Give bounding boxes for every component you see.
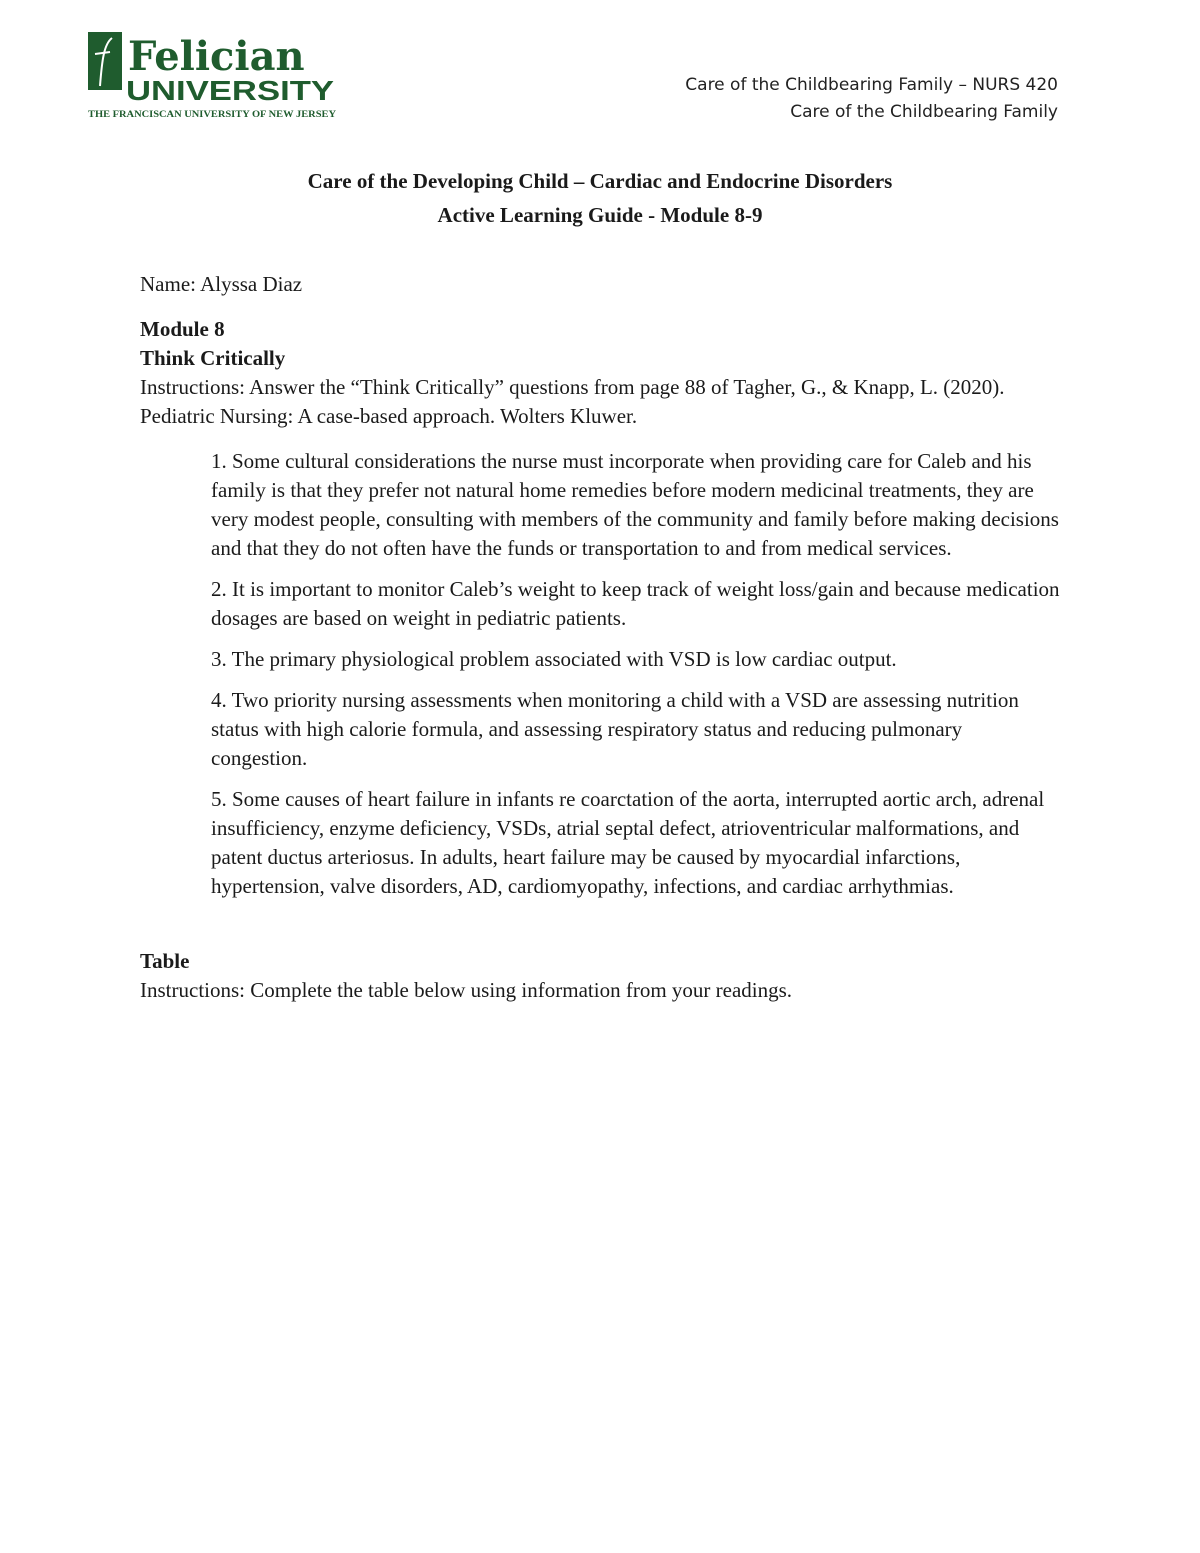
logo-tagline: THE FRANCISCAN UNIVERSITY OF NEW JERSEY xyxy=(88,110,337,120)
table-section xyxy=(140,947,1060,1005)
course-header-line-2: Care of the Childbearing Family xyxy=(790,102,1058,122)
document-body xyxy=(140,270,1060,1005)
answer-item-5: 5. Some causes of heart failure in infants re coarctation of the aorta, interrupted aortic arch, adrenal insufficiency, enzyme deficiency, VSDs, atrial septal defect, atrioventricular malformations, and patent ductus arteriosus. In adults, heart failure may be caused by myocardial infarctions, hypertension, valve disorders, AD, cardiomyopathy, infections, and cardiac arrhythmias. xyxy=(211,787,1045,898)
answer-item-2: 2. It is important to monitor Caleb’s weight to keep track of weight loss/gain and because medication dosages are based on weight in pediatric patients. xyxy=(211,577,1060,630)
document-title-line-1: Care of the Developing Child – Cardiac and Endocrine Disorders xyxy=(307,169,893,193)
think-critically-instructions: Instructions: Answer the “Think Critically” questions from page 88 of Tagher, G., & Knapp, L. (2020). Pediatric Nursing: A case-based approach. Wolters Kluwer. xyxy=(140,375,1005,428)
answers-list xyxy=(140,447,1060,901)
answer-item-4: 4. Two priority nursing assessments when monitoring a child with a VSD are assessing nutrition status with high calorie formula, and assessing respiratory status and reducing pulmonary congestion. xyxy=(211,688,1019,770)
table-heading: Table xyxy=(140,949,190,973)
logo-wordmark: Felician xyxy=(128,33,305,80)
table-instructions: Instructions: Complete the table below using information from your readings. xyxy=(140,978,793,1002)
logo-university: UNIVERSITY xyxy=(126,75,335,106)
think-critically-heading: Think Critically xyxy=(140,346,286,370)
document-title xyxy=(0,164,1200,232)
course-header xyxy=(685,72,1058,126)
answer-item-1: 1. Some cultural considerations the nurse must incorporate when providing care for Caleb and his family is that they prefer not natural home remedies before modern medicinal treatments, they are very modest people, consulting with members of the community and family before making decisions and that they do not often have the funds or transportation to and from medical services. xyxy=(211,449,1059,560)
course-header-line-1: Care of the Childbearing Family – NURS 420 xyxy=(685,75,1058,95)
felician-university-logo xyxy=(86,30,338,122)
module-heading: Module 8 xyxy=(140,317,225,341)
answer-item-3: 3. The primary physiological problem associated with VSD is low cardiac output. xyxy=(211,647,897,671)
student-name: Name: Alyssa Diaz xyxy=(140,272,303,296)
document-title-line-2: Active Learning Guide - Module 8-9 xyxy=(437,203,763,227)
